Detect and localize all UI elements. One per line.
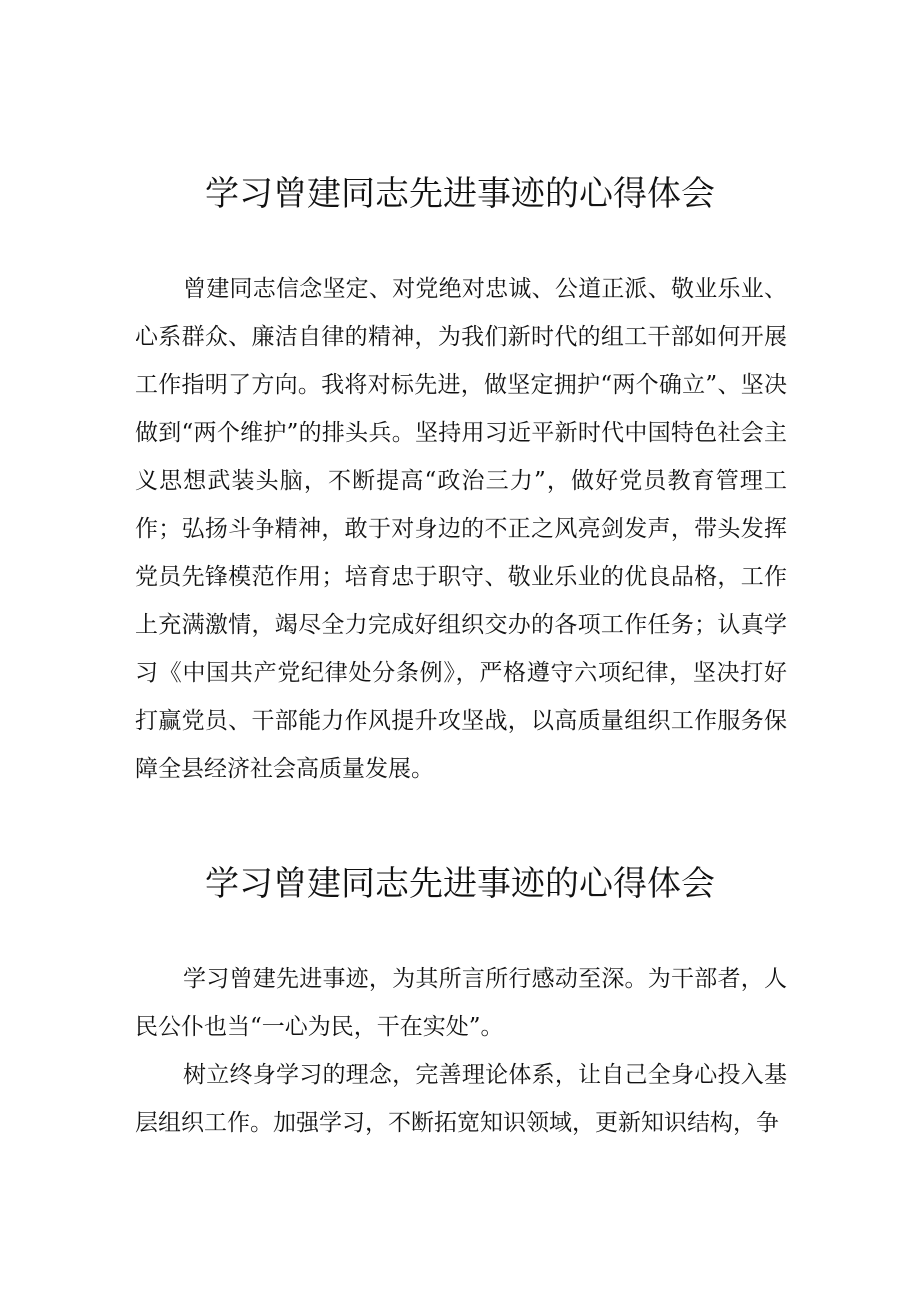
section-paragraph: 学习曾建先进事迹，为其所言所行感动至深。为干部者，人民公仆也当“一心为民，干在实处”。: [135, 966, 787, 1040]
section-paragraph: 树立终身学习的理念，完善理论体系，让自己全身心投入基层组织工作。加强学习，不断拓宽知识领域，更新知识结构，争: [135, 1062, 787, 1136]
section-title: 学习曾建同志先进事迹的心得体会: [205, 864, 715, 904]
section-title: 学习曾建同志先进事迹的心得体会: [205, 174, 715, 214]
section-paragraph: 曾建同志信念坚定、对党绝对忠诚、公道正派、敬业乐业、心系群众、廉洁自律的精神，为我们新时代的组工干部如何开展工作指明了方向。我将对标先进，做坚定拥护“两个确立”、坚决做到“两个维护”的排头兵。坚持用习近平新时代中国特色社会主义思想武装头脑，不断提高“政治三力”，做好党员教育管理工作；弘扬斗争精神，敢于对身边的不正之风亮剑发声，带头发挥党员先锋模范作用；培育忠于职守、敬业乐业的优良品格，工作上充满激情，竭尽全力完成好组织交办的各项工作任务；认真学习《中国共产党纪律处分条例》，严格遵守六项纪律，坚决打好打赢党员、干部能力作风提升攻坚战，以高质量组织工作服务保障全县经济社会高质量发展。: [135, 276, 787, 782]
